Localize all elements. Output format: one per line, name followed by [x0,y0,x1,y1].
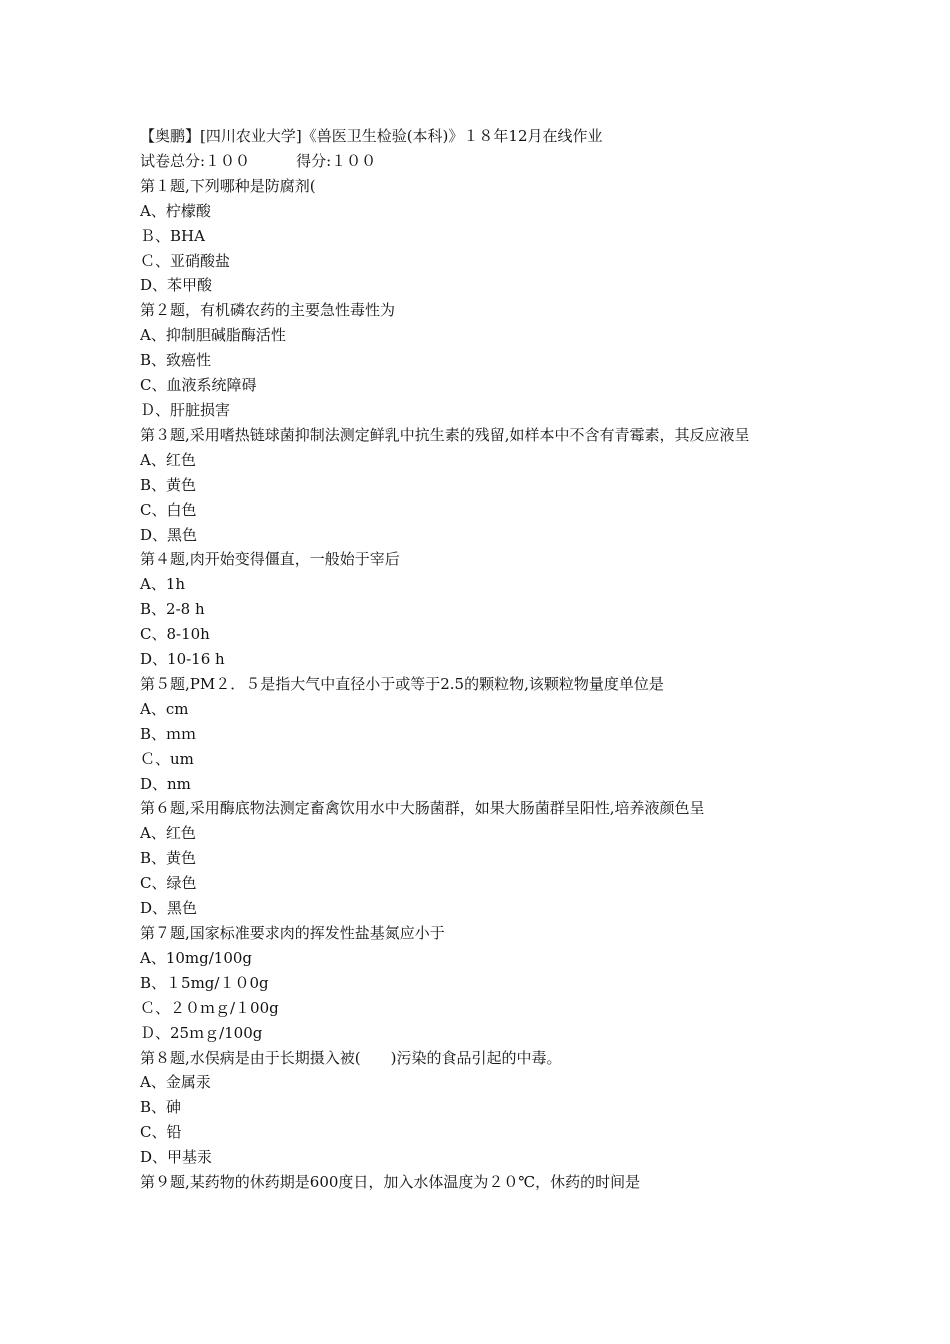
answer-option: A、1h [140,575,186,594]
answer-option: A、10mg/100g [140,948,253,967]
answer-option: D、苯甲酸 [140,276,213,295]
answer-option: Ｄ、25ｍｇ/100g [140,1023,263,1042]
question-text: 第７题,国家标准要求肉的挥发性盐基氮应小于 [140,924,445,942]
question-text: 第３题,采用嗜热链球菌抑制法测定鲜乳中抗生素的残留,如样本中不含有青霉素，其反应液呈 [140,425,750,444]
answer-option: A、红色 [140,824,196,843]
answer-option: B、黄色 [140,475,197,494]
document-title: 【奥鹏】[四川农业大学]《兽医卫生检验(本科)》１８年12月在线作业 [140,127,603,145]
answer-option: D、甲基汞 [140,1148,213,1167]
answer-option: C、8-10h [140,625,210,644]
answer-option: B、致癌性 [140,351,212,370]
answer-option: C、铅 [140,1123,182,1142]
answer-option: Ｃ、２０ｍｇ/１00g [140,998,279,1017]
question-text: 第６题,采用酶底物法测定畜禽饮用水中大肠菌群，如果大肠菌群呈阳性,培养液颜色呈 [140,799,705,818]
answer-option: Ｃ、亚硝酸盐 [140,251,231,270]
obtained-score: 得分:１００ [296,151,377,170]
answer-option: A、金属汞 [140,1073,211,1092]
answer-option: Ｄ、肝脏损害 [140,400,231,419]
answer-option: C、白色 [140,500,197,519]
answer-option: C、血液系统障碍 [140,376,257,395]
question-text: 第２题，有机磷农药的主要急性毒性为 [140,301,396,320]
total-score: 试卷总分:１００ [140,151,251,170]
question-list [140,174,820,1195]
question-text: 第９题,某药物的休药期是600度日，加入水体温度为２０℃，休药的时间是 [140,1173,641,1192]
question-text: 第１题,下列哪种是防腐剂( [140,176,316,195]
question-text: 第４题,肉开始变得僵直，一般始于宰后 [140,550,400,569]
question-text: 第５题,PM２．５是指大气中直径小于或等于2.5的颗粒物,该颗粒物量度单位是 [140,674,664,693]
answer-option: B、ｍｍ [140,724,197,743]
score-line [140,149,820,174]
answer-option: D、nm [140,774,191,793]
answer-option: D、黑色 [140,899,198,918]
answer-option: B、2-8 h [140,600,205,619]
answer-option: A、红色 [140,450,196,469]
answer-option: C、绿色 [140,874,197,893]
answer-option: D、10-16 h [140,650,225,669]
document-body [140,124,820,1195]
answer-option: Ｃ、um [140,749,194,768]
question-text: 第８题,水俣病是由于长期摄入被( )污染的食品引起的中毒。 [140,1048,562,1067]
answer-option: A、柠檬酸 [140,201,211,220]
answer-option: A、cm [140,699,189,718]
answer-option: D、黑色 [140,525,198,544]
answer-option: B、砷 [140,1098,182,1117]
answer-option: B、黄色 [140,849,197,868]
answer-option: B、１5mg/１０0g [140,973,269,992]
answer-option: A、抑制胆碱脂酶活性 [140,326,286,345]
answer-option: Ｂ、BHA [140,226,205,245]
